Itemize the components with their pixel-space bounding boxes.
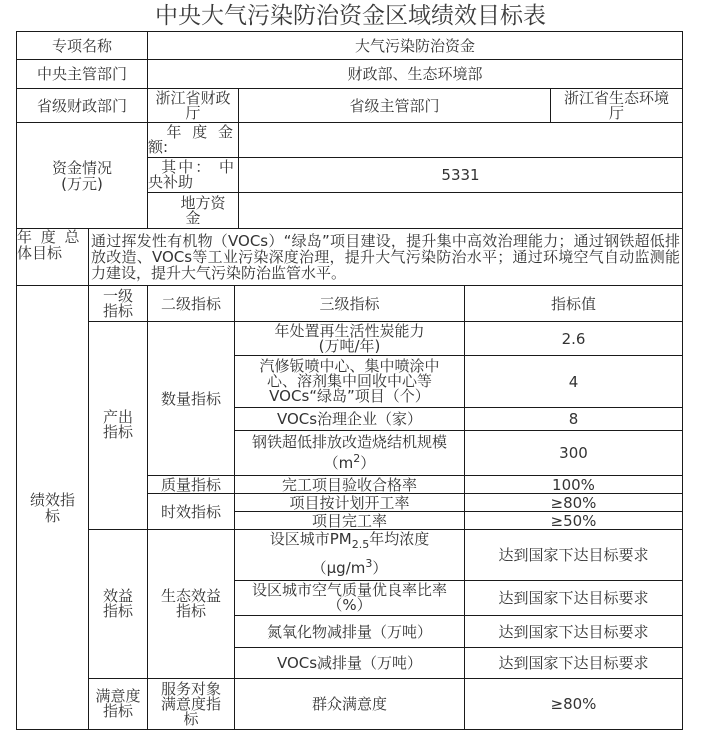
level2-service-satisfaction [147,678,235,730]
indicator-text-line2 [324,450,376,471]
level2-text-line2: 指标 [175,602,206,620]
annual-amount-value [238,122,683,158]
local-funds-label [147,192,239,229]
project-name-value [147,31,683,60]
indicator-text-line3: VOCs“绿岛”项目（个） [269,387,430,405]
label-text-line1: 地方资 [180,193,226,212]
indicator-steel-sintering [234,430,465,476]
value-start-rate [464,493,683,512]
indicator-vocs-reduction [234,647,465,679]
performance-label [16,285,89,730]
value-steel-sintering [464,430,683,476]
header-text: 三级指标 [319,294,380,313]
indicator-text-line2: 心、溶剂集中回收中心等 [266,372,432,390]
provincial-dept-label [238,88,551,123]
indicator-text-line2: （%） [327,596,372,614]
unit-open: （m [323,454,354,472]
annual-goal-label [16,228,89,286]
indicator-green-island [234,355,465,408]
value-text: ≥80% [550,493,597,512]
label-text-line1: 资金情况 [51,158,112,177]
label-text: 省级主管部门 [349,96,440,115]
value-text: 达到国家下达目标要求 [498,589,649,607]
level2-text-line1: 生态效益 [160,587,221,605]
value-air-quality [464,580,683,616]
label-text-line1: 年 度 总 [17,228,82,246]
column-header-value [464,285,683,322]
level1-text-line2: 指标 [102,423,133,441]
level2-text: 数量指标 [160,389,221,408]
value-text: 100% [552,475,595,494]
unit-close: ） [360,454,376,472]
goal-text: 通过挥发性有机物（VOCs）“绿岛”项目建设，提升集中高效治理能力；通过钢铁超低排放改造、VOCs等工业污染深度治理，提升大气污染防治水平；通过环境空气自动监测能力建设，提升大气污染防治监管水平。 [91,232,680,282]
value-text-line1: 浙江省财政 [155,88,231,107]
pm-text-after: 年均浓度 [369,530,430,548]
level2-text-line1: 服务对象 [160,679,221,698]
value-text: 2.6 [561,329,586,348]
column-header-level3 [234,285,465,322]
value-text: 5331 [441,166,480,184]
label-text-line2: 额: [148,138,169,156]
level2-ecological [147,529,235,679]
indicator-text-line1 [269,530,430,551]
value-text: ≥50% [550,511,597,530]
value-pm25 [464,529,683,581]
project-name-label [16,31,148,60]
level1-text-line1: 满意度 [95,687,141,705]
indicator-text-line1: 汽修钣喷中心、集中喷涂中 [259,357,440,375]
value-text: 4 [568,372,579,391]
indicator-text-line1: 设区城市空气质量优良率比率 [251,581,447,599]
indicator-acceptance-rate [234,475,465,494]
label-text: 中央主管部门 [36,65,127,83]
indicator-text: 氮氧化物减排量（万吨） [266,622,432,641]
value-nox-reduction [464,615,683,648]
level2-timeliness [147,493,235,530]
value-vocs-reduction [464,647,683,679]
value-text: 300 [559,444,588,462]
funding-label [16,122,148,229]
indicator-text-line2 [312,547,388,576]
value-green-island [464,355,683,408]
header-text: 二级指标 [160,294,221,313]
indicator-pm25 [234,529,465,581]
indicator-text-line1: 年处置再生活性炭能力 [274,321,425,340]
value-text: 8 [568,410,579,428]
column-header-level1 [88,285,148,322]
value-public-satisfaction [464,678,683,730]
indicator-text: VOCs减排量（万吨） [276,654,423,672]
label-text: 省级财政部门 [36,96,127,115]
value-text: 财政部、生态环境部 [347,65,483,83]
label-text: 专项名称 [51,36,112,55]
provincial-finance-value [147,88,239,123]
level2-quantity [147,321,235,476]
level1-text-line2: 指标 [102,702,133,720]
level2-text-line3: 标 [183,709,199,728]
label-text-line1: 绩效指 [29,490,75,509]
label-text-line2: 金 [185,208,201,227]
indicator-carbon-capacity [234,321,465,356]
page-title: 中央大气污染防治资金区域绩效目标表 [155,3,546,29]
indicator-nox-reduction [234,615,465,648]
indicator-text: VOCs治理企业（家） [276,410,423,428]
value-text-line2: 厅 [608,103,624,122]
value-text: 达到国家下达目标要求 [498,546,649,564]
unit-superscript: 3 [365,557,373,570]
label-text-line1: 其中： 中 [161,158,236,176]
level1-output [88,321,148,530]
level2-text-line2: 满意度指 [160,694,221,713]
indicator-vocs-enterprises [234,407,465,431]
level2-quality [147,475,235,494]
indicator-text-line1: 钢铁超低排放改造烧结机规模 [251,433,447,451]
level1-text-line2: 指标 [102,602,133,620]
level1-text-line1: 效益 [102,587,133,605]
indicator-text-line2: (万吨/年) [318,336,381,355]
label-text-line2: 标 [44,506,60,525]
value-carbon-capacity [464,321,683,356]
label-text-line1: 年 度 金 [166,123,236,141]
pm-text: 设区城市PM [269,530,352,548]
indicator-public-satisfaction [234,678,465,730]
indicator-air-quality [234,580,465,616]
indicator-text: 完工项目验收合格率 [281,475,417,494]
header-text-line1: 一级 [102,286,133,305]
header-text: 指标值 [550,294,596,313]
value-text: 达到国家下达目标要求 [498,654,649,672]
local-funds-value [238,192,683,229]
unit-open: （μg/m [311,559,366,577]
value-text-line2: 厅 [185,103,201,122]
central-dept-label [16,59,148,89]
central-subsidy-label [147,157,239,193]
annual-goal-text [88,228,683,286]
value-acceptance-rate [464,475,683,494]
unit-close: ） [372,559,388,577]
level1-satisfaction [88,678,148,730]
label-text-line2: (万元) [61,174,103,193]
central-subsidy-value [238,157,683,193]
unit-superscript: 2 [353,452,361,465]
label-text-line2: 体目标 [17,244,63,262]
value-text: ≥80% [550,695,597,713]
header-text-line2: 指标 [102,301,133,320]
label-text-line2: 央补助 [148,173,194,191]
central-dept-value [147,59,683,89]
provincial-dept-value [550,88,683,123]
indicator-text: 项目完工率 [311,511,387,530]
value-text-line1: 浙江省生态环境 [563,88,669,107]
level2-text: 时效指标 [160,502,221,521]
provincial-finance-label [16,88,148,123]
indicator-text: 群众满意度 [311,695,387,713]
column-header-level2 [147,285,235,322]
level2-text: 质量指标 [160,475,221,494]
level1-text-line1: 产出 [102,408,133,426]
pm-subscript: 2.5 [351,538,370,551]
level1-benefit [88,529,148,679]
annual-amount-label [147,122,239,158]
value-completion-rate [464,511,683,530]
indicator-text: 项目按计划开工率 [289,493,410,512]
value-text: 达到国家下达目标要求 [498,622,649,641]
value-text: 大气污染防治资金 [354,36,475,55]
indicator-start-rate [234,493,465,512]
indicator-completion-rate [234,511,465,530]
value-vocs-enterprises [464,407,683,431]
